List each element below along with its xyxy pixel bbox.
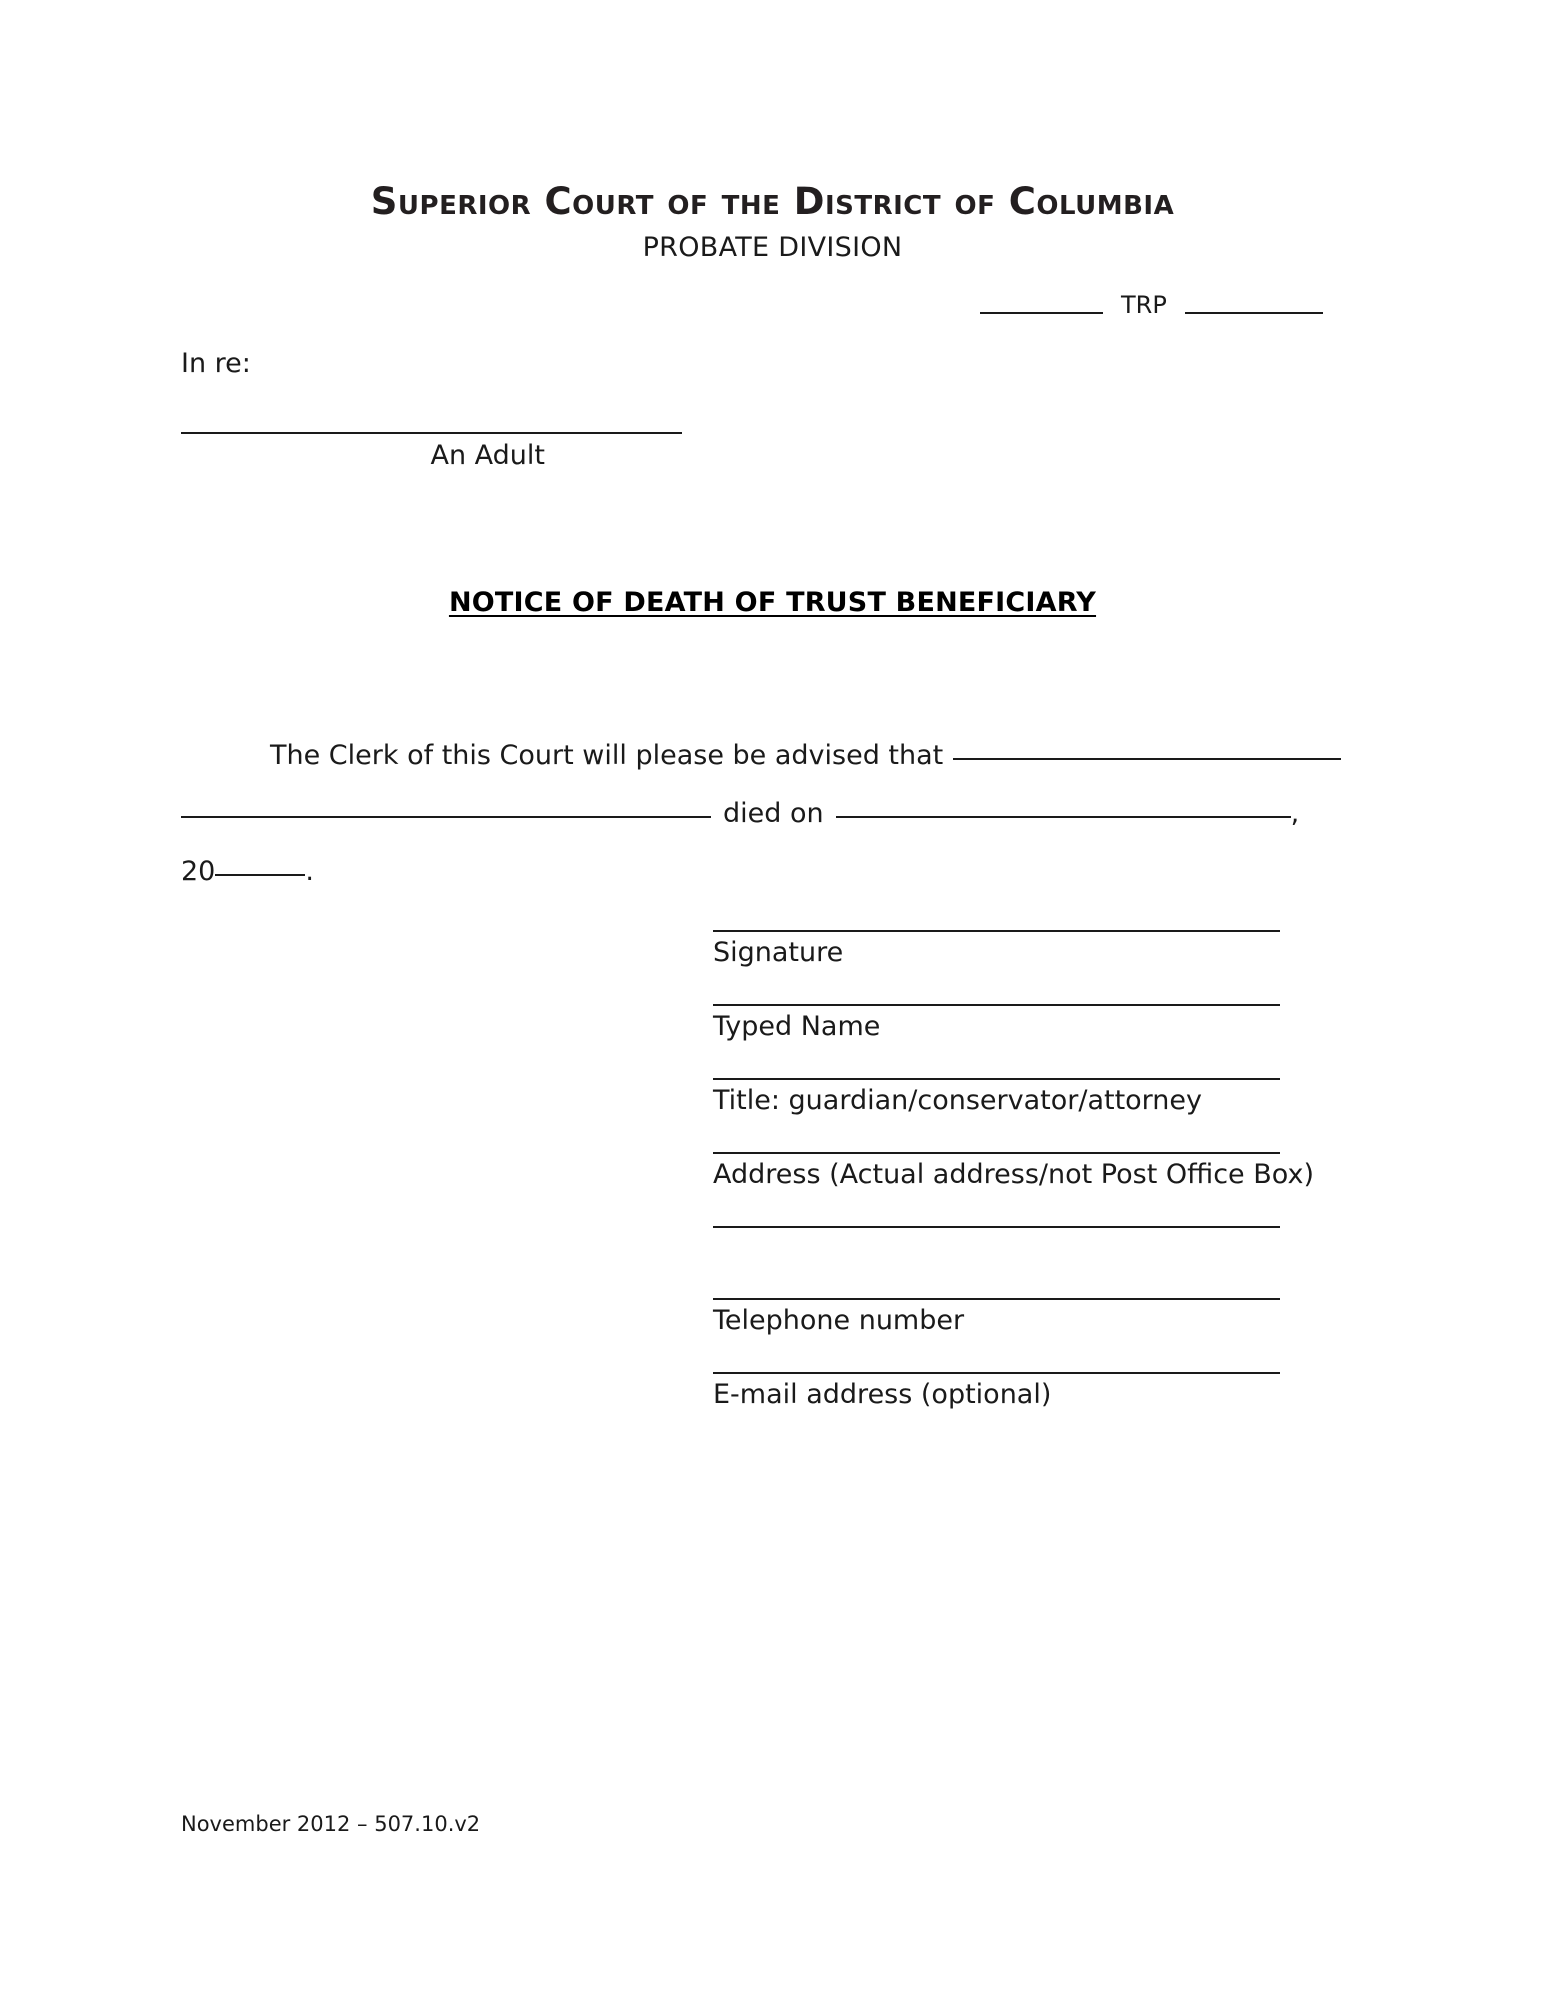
line2-comma: ,: [1290, 798, 1300, 829]
typed-name-label: Typed Name: [713, 1011, 881, 1042]
telephone-label: Telephone number: [713, 1305, 965, 1336]
form-revision-footer: November 2012 – 507.10.v2: [181, 1812, 481, 1836]
trp-label: TRP: [1121, 291, 1167, 319]
trp-blank-left[interactable]: [980, 292, 1103, 314]
title-field-row: [713, 1078, 1280, 1121]
telephone-field-row: [713, 1298, 1280, 1341]
trp-blank-right[interactable]: [1185, 292, 1323, 314]
court-division: PROBATE DIVISION: [642, 232, 903, 263]
court-title: Superior Court of the District of Columbia: [370, 180, 1175, 223]
trp-case-number-row: [980, 290, 1323, 319]
spacer: [713, 1121, 1280, 1152]
died-on-text: died on: [723, 798, 824, 829]
spacer: [713, 1341, 1280, 1372]
party-name-blank[interactable]: [181, 432, 682, 434]
address-field-row: [713, 1152, 1314, 1195]
typed-name-field-row: [713, 1004, 1280, 1047]
signature-field-row: [713, 930, 1280, 973]
email-label: E-mail address (optional): [713, 1379, 1052, 1410]
address-label: Address (Actual address/not Post Office Box): [713, 1159, 1314, 1190]
spacer: [713, 973, 1280, 1004]
spacer: [713, 1047, 1280, 1078]
body-line-3: [181, 856, 314, 887]
year-blank[interactable]: [215, 874, 305, 876]
year-prefix: 20: [181, 856, 216, 887]
date-of-death-blank[interactable]: [836, 816, 1291, 818]
beneficiary-name-blank-part2[interactable]: [181, 816, 711, 818]
line3-period: .: [305, 856, 314, 887]
email-field-row: [713, 1372, 1280, 1415]
beneficiary-name-blank-part1[interactable]: [953, 758, 1341, 760]
spacer: [713, 1195, 1280, 1226]
address-continued-label: [713, 1228, 1280, 1269]
spacer: [713, 1269, 1280, 1298]
address-continued-field-row: [713, 1226, 1280, 1269]
signature-block: [713, 930, 1314, 1415]
body-line-1: [270, 740, 1341, 771]
body-line-1-text: The Clerk of this Court will please be advised that: [270, 740, 944, 771]
title-label: Title: guardian/conservator/attorney: [713, 1085, 1203, 1116]
in-re-label: In re:: [181, 348, 251, 379]
party-descriptor: An Adult: [430, 440, 545, 471]
body-line-2: [181, 798, 1299, 829]
signature-label: Signature: [713, 937, 844, 968]
document-heading: NOTICE OF DEATH OF TRUST BENEFICIARY: [448, 587, 1097, 618]
party-descriptor-row: [181, 440, 682, 471]
